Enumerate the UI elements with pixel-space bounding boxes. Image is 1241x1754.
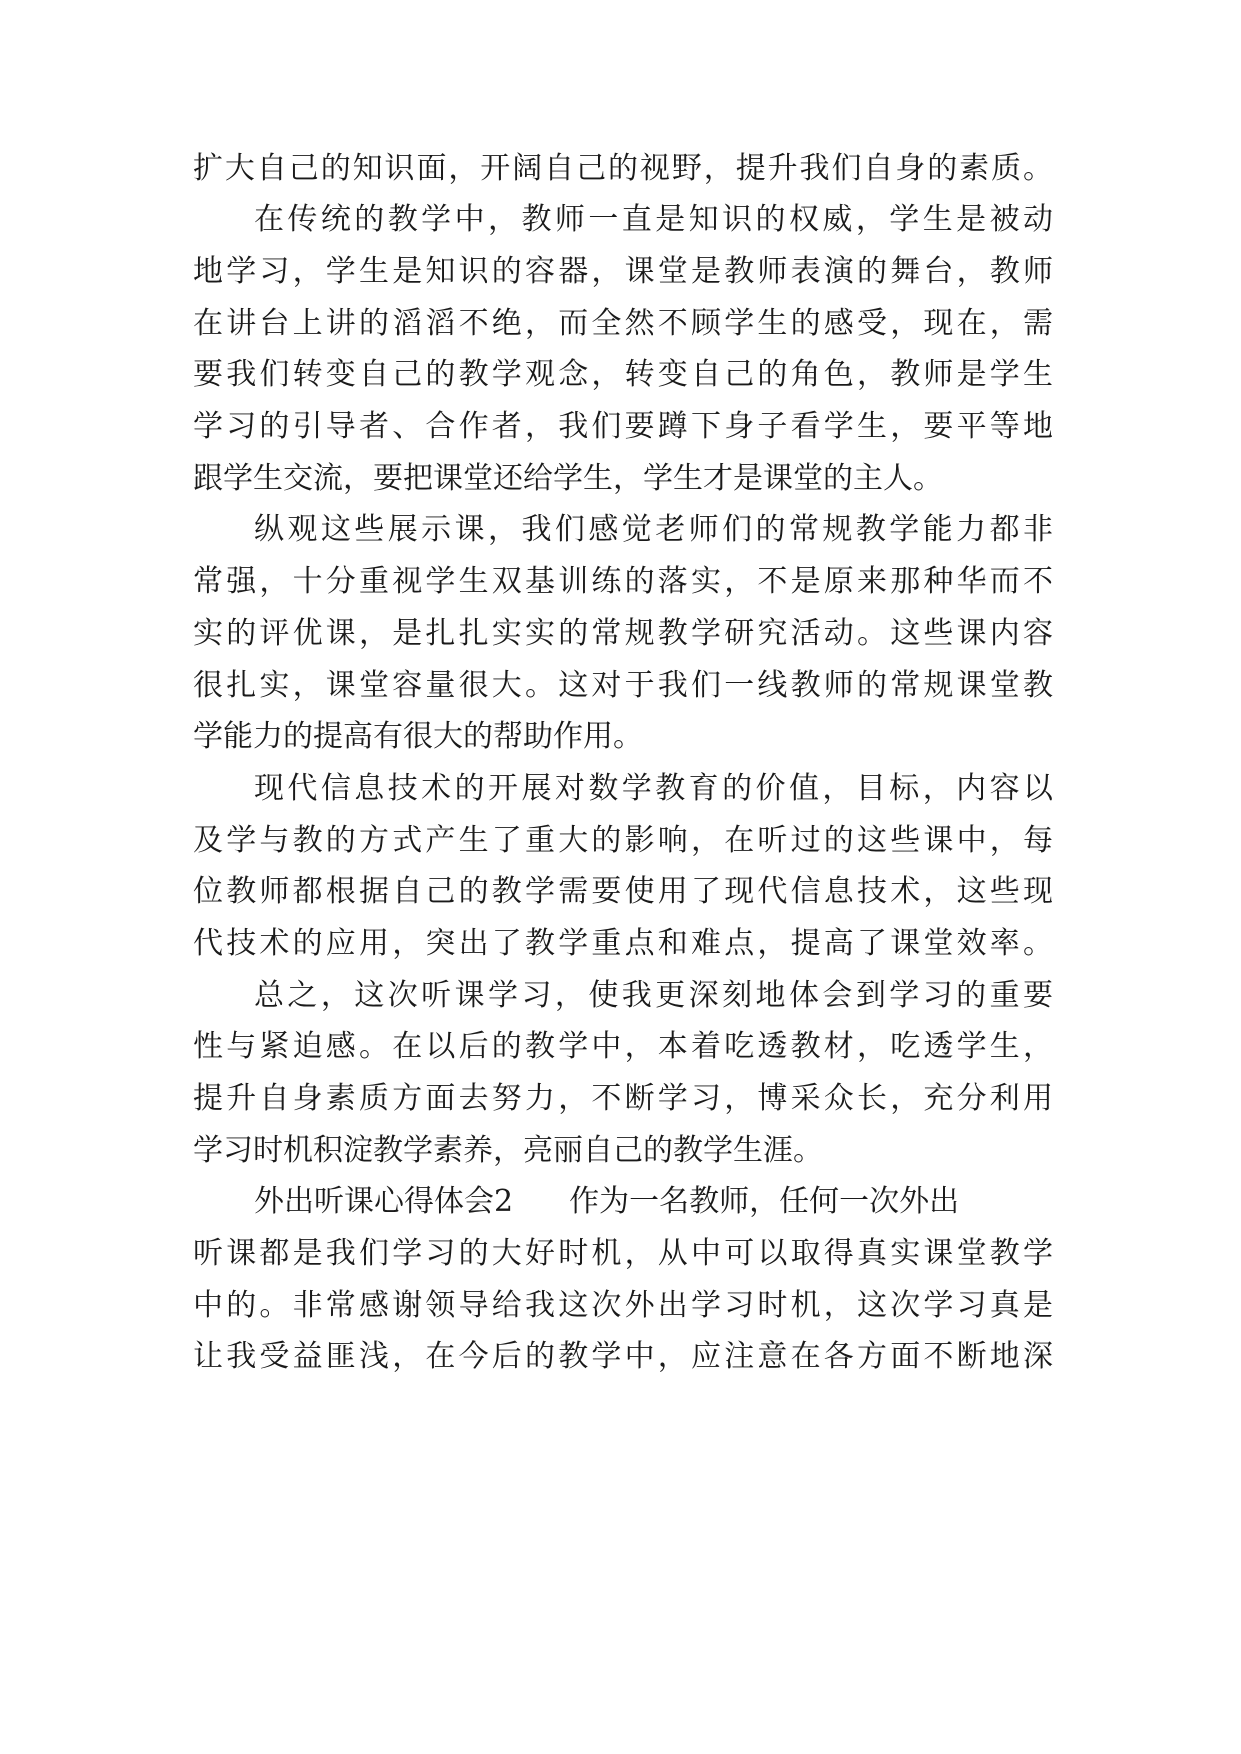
text-line: 让我受益匪浅，在今后的教学中，应注意在各方面不断地深 [193,1339,1053,1374]
paragraph-start-line: 现代信息技术的开展对数学教育的价值，目标，内容以 [254,771,1053,806]
text-line: 作为一名教师，任何一次外出 [569,1184,960,1219]
text-line: 在讲台上讲的滔滔不绝，而全然不顾学生的感受，现在，需 [193,306,1053,341]
paragraph-end-line: 跟学生交流，要把课堂还给学生，学生才是课堂的主人。 [193,461,943,496]
paragraph-end-line: 学习时机积淀教学素养，亮丽自己的教学生涯。 [193,1133,823,1168]
text-line: 位教师都根据自己的教学需要使用了现代信息技术，这些现 [193,874,1053,909]
text-line: 及学与教的方式产生了重大的影响，在听过的这些课中，每 [193,823,1053,858]
text-line: 地学习，学生是知识的容器，课堂是教师表演的舞台，教师 [193,254,1053,289]
text-line: 要我们转变自己的教学观念，转变自己的角色，教师是学生 [193,357,1053,392]
text-line: 扩大自己的知识面，开阔自己的视野，提升我们自身的素质。 [193,151,1053,186]
text-line: 提升自身素质方面去努力，不断学习，博采众长，充分利用 [193,1081,1053,1116]
text-line: 很扎实，课堂容量很大。这对于我们一线教师的常规课堂教 [193,668,1053,703]
section-heading-line [254,1182,1053,1222]
text-line: 学习的引导者、合作者，我们要蹲下身子看学生，要平等地 [193,409,1053,444]
paragraph-start-line: 在传统的教学中，教师一直是知识的权威，学生是被动 [254,202,1053,237]
paragraph-end-line: 代技术的应用，突出了教学重点和难点，提高了课堂效率。 [193,926,1053,961]
paragraph-start-line: 纵观这些展示课，我们感觉老师们的常规教学能力都非 [254,512,1053,547]
paragraph-start-line: 总之，这次听课学习，使我更深刻地体会到学习的重要 [254,978,1053,1013]
text-line: 中的。非常感谢领导给我这次外出学习时机，这次学习真是 [193,1288,1053,1323]
paragraph-end-line: 学能力的提高有很大的帮助作用。 [193,719,643,754]
text-line: 性与紧迫感。在以后的教学中，本着吃透教材，吃透学生， [193,1029,1053,1064]
section-heading: 外出听课心得体会2 [254,1184,514,1219]
text-line: 常强，十分重视学生双基训练的落实，不是原来那种华而不 [193,564,1053,599]
text-line: 实的评优课，是扎扎实实的常规教学研究活动。这些课内容 [193,616,1053,651]
text-line: 听课都是我们学习的大好时机，从中可以取得真实课堂教学 [193,1236,1053,1271]
